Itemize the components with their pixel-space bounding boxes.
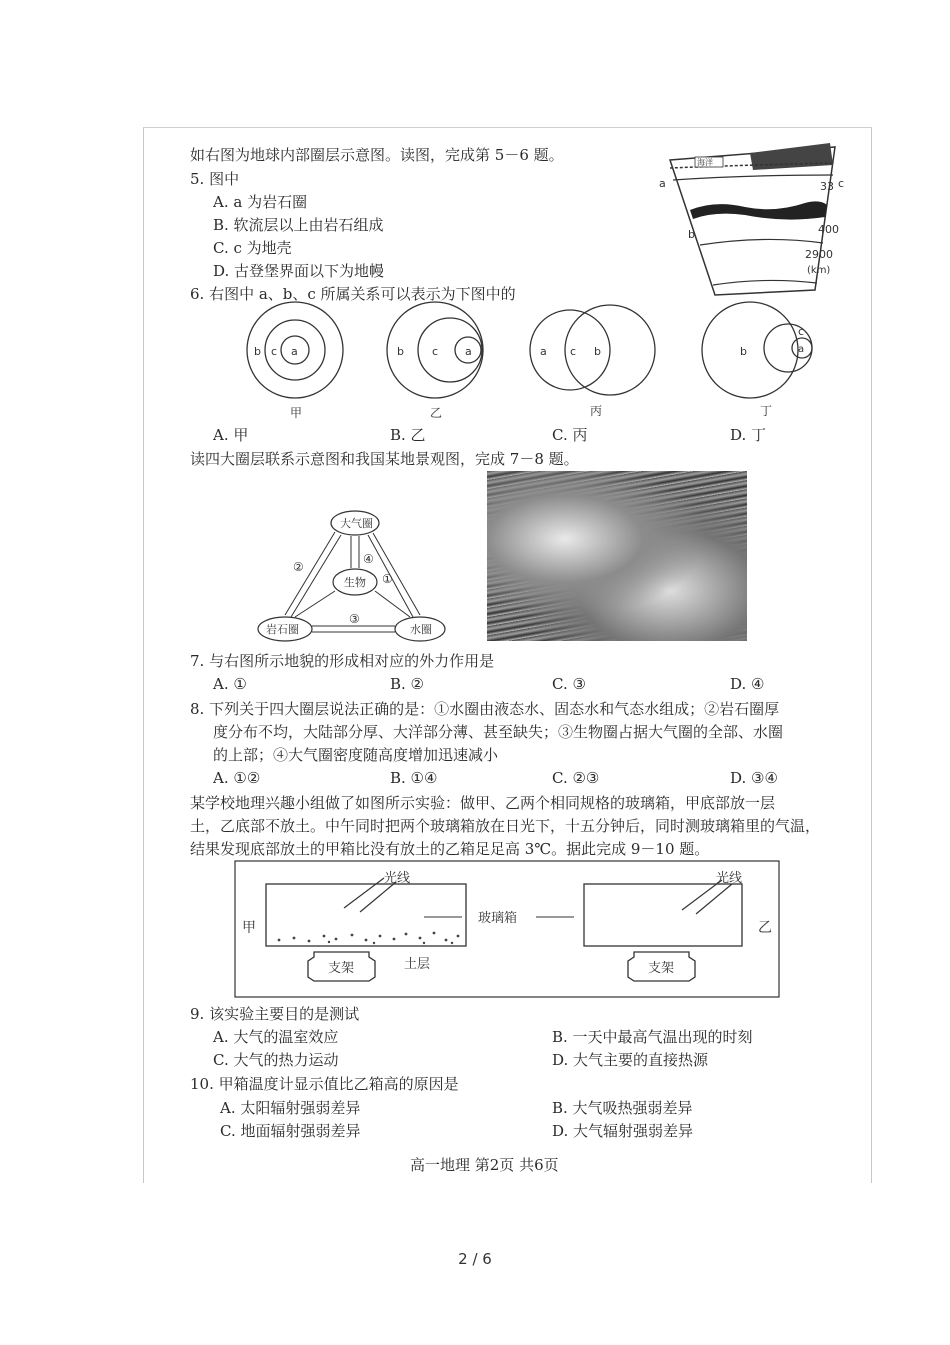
q6-option-b: B. 乙 (390, 426, 426, 444)
q8-option-a: A. ①② (213, 769, 261, 787)
svg-text:a: a (798, 344, 805, 355)
intro-7-8: 读四大圈层联系示意图和我国某地景观图，完成 7－8 题。 (190, 450, 579, 468)
q8-line1: 8. 下列关于四大圈层说法正确的是：①水圈由液态水、固态水和气态水组成；②岩石圈厚 (190, 700, 780, 718)
svg-text:a: a (540, 345, 547, 358)
label-a: a (659, 177, 666, 190)
q9-option-b: B. 一天中最高气温出现的时刻 (552, 1028, 753, 1046)
q5-stem: 5. 图中 (190, 170, 240, 188)
q5-option-a: A. a 为岩石圈 (213, 193, 308, 211)
q7-option-b: B. ② (390, 675, 425, 693)
four-spheres-diagram (255, 505, 465, 650)
biosphere-label: 生物 (344, 576, 366, 589)
q5-option-b: B. 软流层以上由岩石组成 (213, 216, 384, 234)
q8-option-d: D. ③④ (730, 769, 778, 787)
q9-option-c: C. 大气的热力运动 (213, 1051, 339, 1069)
q5-option-c: C. c 为地壳 (213, 239, 292, 257)
q7-option-a: A. ① (213, 675, 247, 693)
stand-label-yi: 支架 (648, 961, 675, 976)
q7-stem: 7. 与右图所示地貌的形成相对应的外力作用是 (190, 652, 495, 670)
svg-text:a: a (291, 345, 298, 358)
q8-line3: 的上部；④大气圈密度随高度增加迅速减小 (213, 746, 499, 764)
svg-text:b: b (594, 345, 601, 358)
diagram-ding-label: 丁 (760, 404, 773, 418)
depth-400: 400 (818, 223, 839, 236)
glass-box-label: 玻璃箱 (478, 911, 518, 926)
q5-option-d: D. 古登堡界面以下为地幔 (213, 262, 385, 280)
svg-text:③: ③ (349, 612, 360, 626)
diagram-yi-label: 乙 (430, 406, 443, 420)
stand-label-jia: 支架 (328, 961, 355, 976)
q10-option-c: C. 地面辐射强弱差异 (220, 1122, 361, 1140)
box-jia-label: 甲 (242, 920, 256, 936)
page-footer: 高一地理 第2页 共6页 (410, 1156, 559, 1174)
svg-text:a: a (465, 345, 472, 358)
landscape-photo (487, 471, 747, 641)
svg-text:c: c (570, 345, 577, 358)
box-yi-label: 乙 (758, 920, 772, 936)
svg-text:b: b (254, 345, 261, 358)
light-label-jia: 光线 (384, 871, 411, 886)
q6-option-a: A. 甲 (213, 426, 249, 444)
q7-option-d: D. ④ (730, 675, 765, 693)
label-b: b (688, 228, 695, 241)
q6-option-c: C. 丙 (552, 426, 588, 444)
light-label-yi: 光线 (716, 871, 743, 886)
diagram-bing-label: 丙 (590, 404, 603, 418)
depth-unit: (km) (807, 265, 831, 276)
q8-option-c: C. ②③ (552, 769, 600, 787)
q9-option-d: D. 大气主要的直接热源 (552, 1051, 709, 1069)
svg-text:b: b (397, 345, 404, 358)
atmosphere-label: 大气圈 (340, 517, 373, 530)
pdf-page-number: 2 / 6 (458, 1250, 492, 1268)
intro-5-6: 如右图为地球内部圈层示意图。读图，完成第 5－6 题。 (190, 146, 564, 164)
intro-9-10-line3: 结果发现底部放土的甲箱比没有放土的乙箱足足高 3℃。据此完成 9－10 题。 (190, 840, 710, 858)
q10-stem: 10. 甲箱温度计显示值比乙箱高的原因是 (190, 1075, 459, 1093)
svg-text:b: b (740, 345, 747, 358)
svg-text:c: c (271, 345, 278, 358)
ocean-label: 海洋 (697, 158, 713, 167)
diagram-jia-label: 甲 (290, 406, 303, 420)
svg-text:④: ④ (363, 552, 374, 566)
soil-label: 土层 (404, 957, 431, 972)
intro-9-10-line2: 土，乙底部不放土。中午同时把两个玻璃箱放在日光下，十五分钟后，同时测玻璃箱里的气温， (190, 817, 821, 835)
svg-text:c: c (798, 325, 805, 338)
q6-circle-diagrams (240, 300, 840, 425)
glass-box-experiment-figure (234, 860, 780, 998)
q8-line2: 度分布不均，大陆部分厚、大洋部分薄、甚至缺失；③生物圈占据大气圈的全部、水圈 (213, 723, 784, 741)
q9-option-a: A. 大气的温室效应 (213, 1028, 339, 1046)
depth-2900: 2900 (805, 248, 833, 261)
q10-option-b: B. 大气吸热强弱差异 (552, 1099, 693, 1117)
q7-option-c: C. ③ (552, 675, 586, 693)
q6-option-d: D. 丁 (730, 426, 767, 444)
q9-stem: 9. 该实验主要目的是测试 (190, 1005, 360, 1023)
intro-9-10-line1: 某学校地理兴趣小组做了如图所示实验：做甲、乙两个相同规格的玻璃箱，甲底部放一层 (190, 794, 776, 812)
q10-option-a: A. 太阳辐射强弱差异 (220, 1099, 361, 1117)
svg-text:②: ② (293, 560, 304, 574)
q6-stem: 6. 右图中 a、b、c 所属关系可以表示为下图中的 (190, 285, 516, 303)
earth-layers-figure (655, 135, 855, 300)
label-c: c (838, 177, 845, 190)
hydrosphere-label: 水圈 (410, 623, 432, 636)
lithosphere-label: 岩石圈 (266, 623, 299, 636)
depth-33: 33 (820, 180, 834, 193)
q10-option-d: D. 大气辐射强弱差异 (552, 1122, 694, 1140)
svg-text:c: c (432, 345, 439, 358)
svg-text:①: ① (382, 572, 393, 586)
q8-option-b: B. ①④ (390, 769, 438, 787)
